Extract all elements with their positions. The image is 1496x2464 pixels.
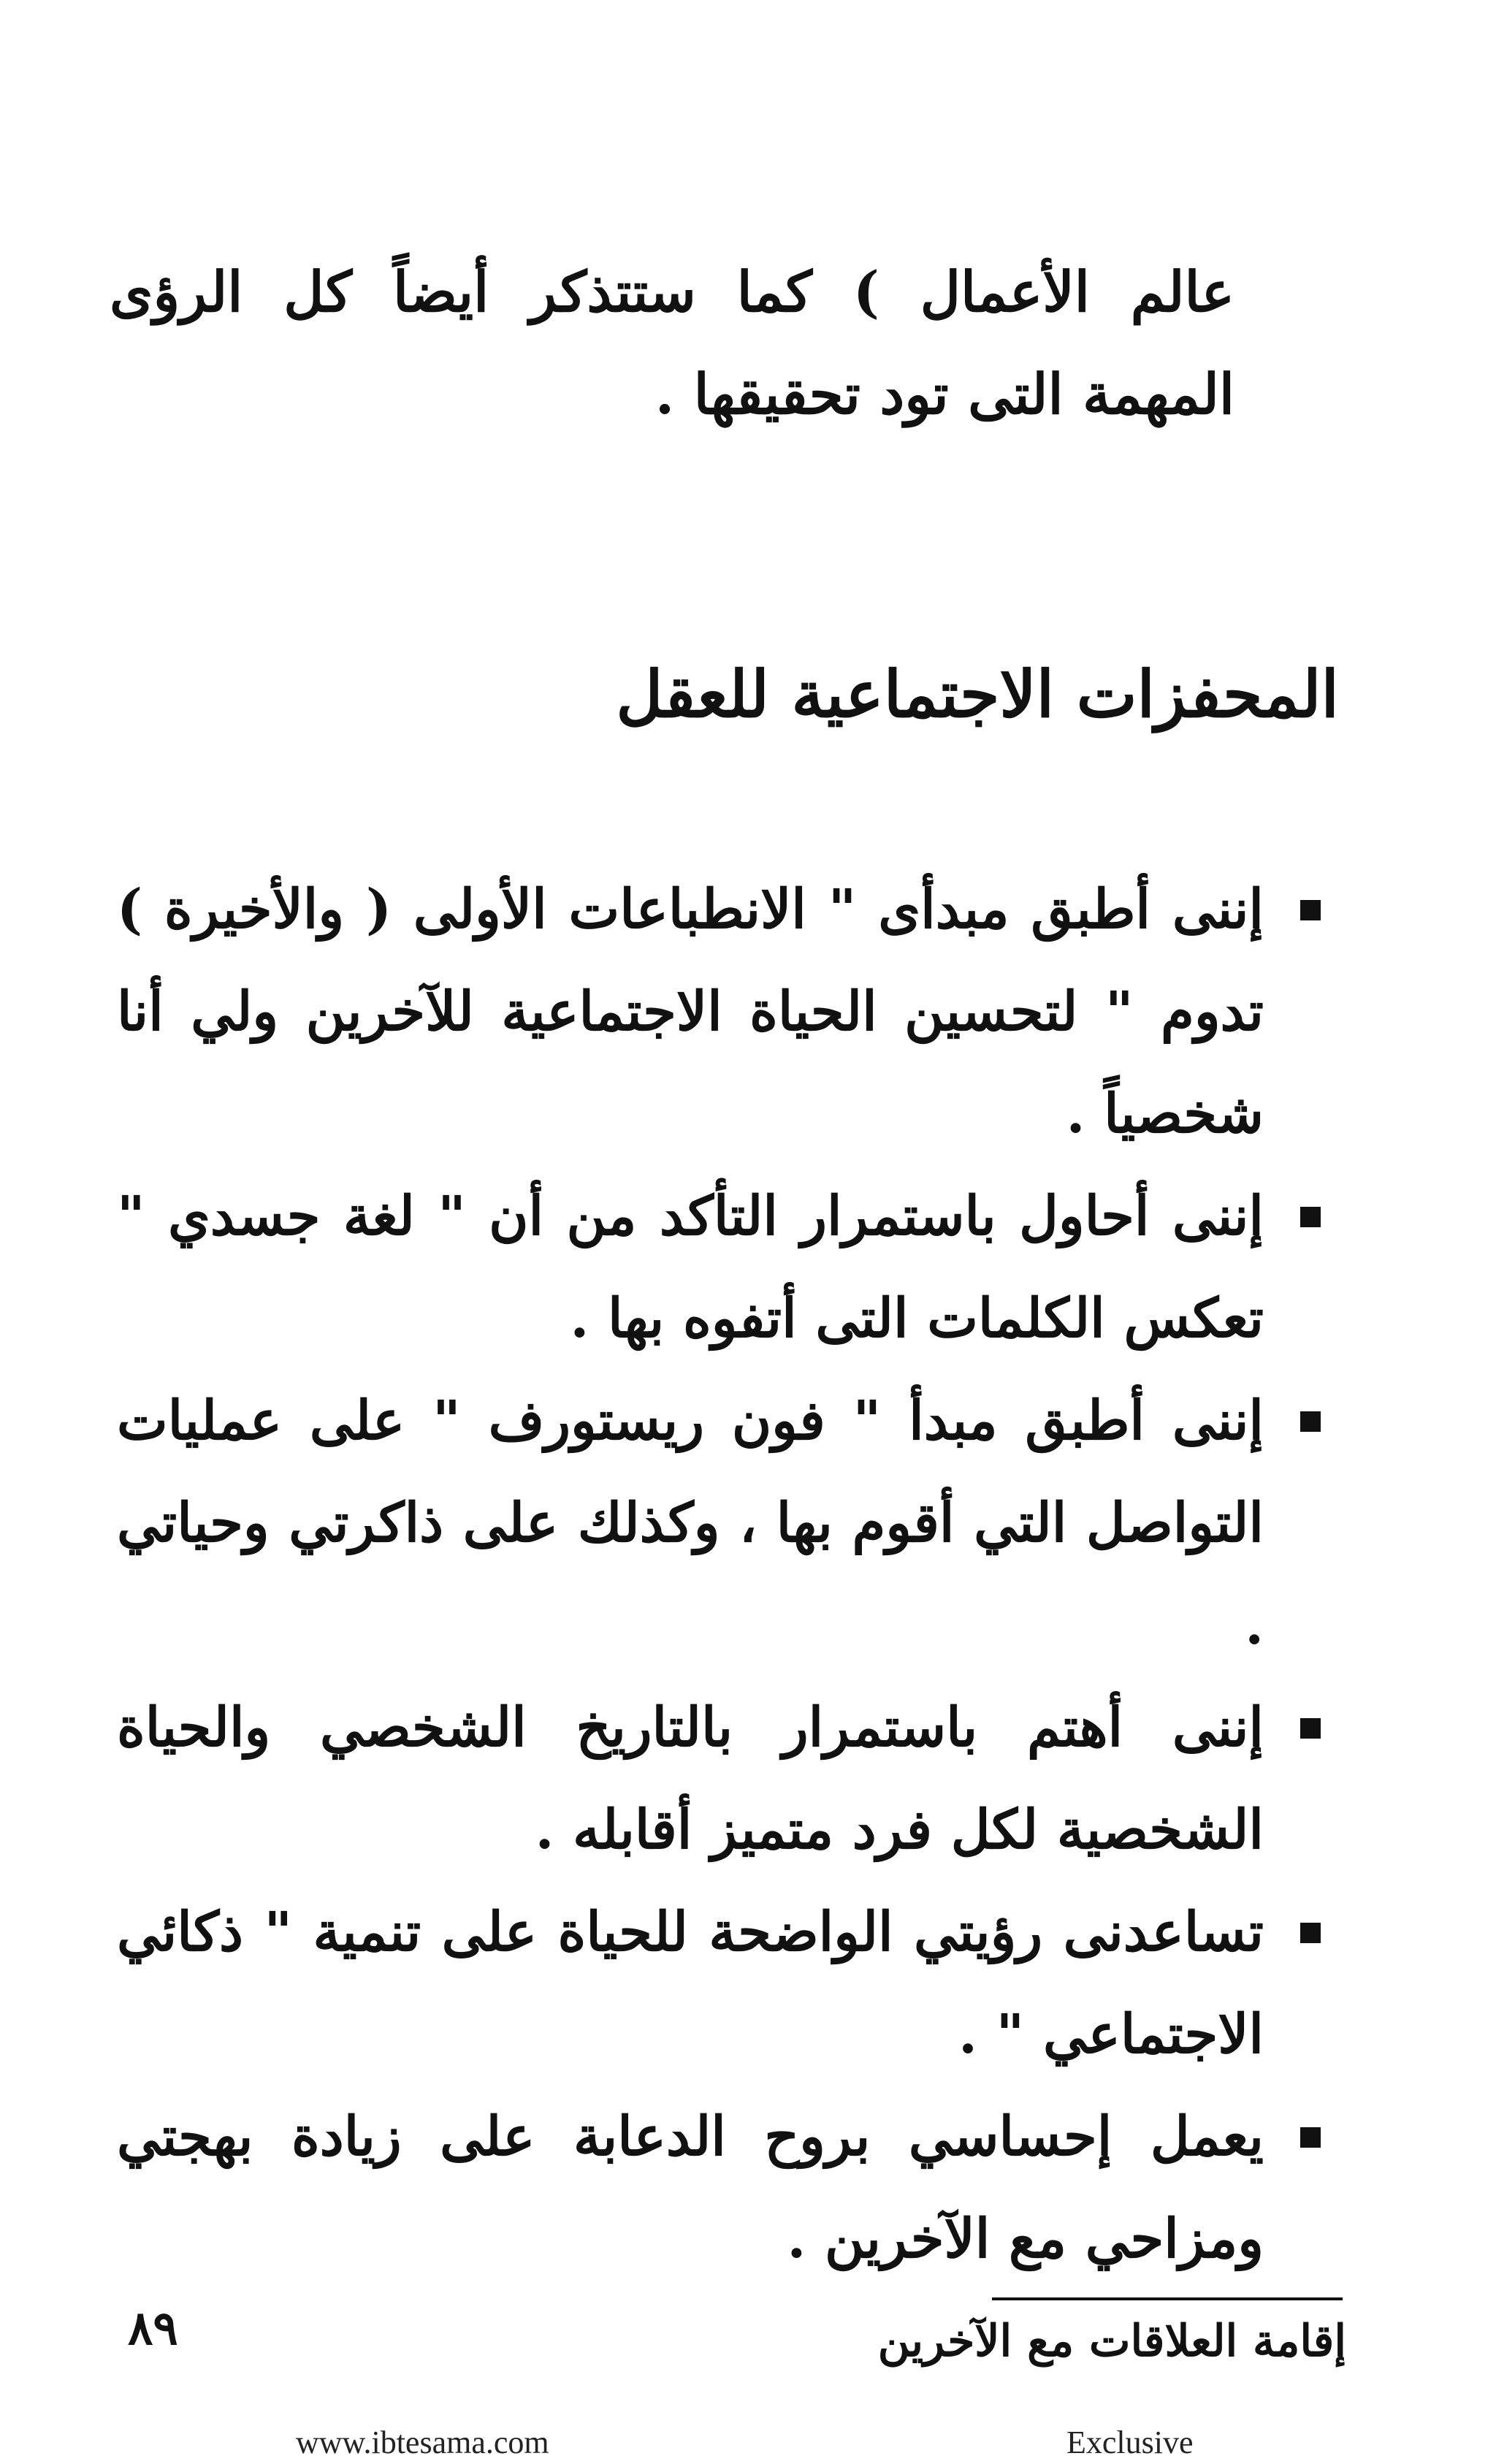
page-number: ٨٩ xyxy=(128,2301,178,2356)
list-item xyxy=(117,858,1337,1165)
list-item-text: إننى أطبق مبدأ " فون ريستورف " على عمليات التواصل التي أقوم بها ، وكذلك على ذاكرتي وحياتي . xyxy=(117,1389,1264,1657)
square-bullet-icon xyxy=(1300,2127,1321,2148)
square-bullet-icon xyxy=(1300,1207,1321,1227)
list-item xyxy=(117,1677,1337,1881)
watermark-url: www.ibtesama.com xyxy=(296,2425,549,2460)
square-bullet-icon xyxy=(1300,1411,1321,1432)
intro-paragraph: عالم الأعمال ) كما ستتذكر أيضاً كل الرؤى المهمة التى تود تحقيقها . xyxy=(110,259,1234,427)
list-item xyxy=(117,1881,1337,2086)
bullet-list xyxy=(117,858,1337,2290)
running-footer-title: إقامة العلاقات مع الآخرين xyxy=(877,2316,1346,2367)
square-bullet-icon xyxy=(1300,900,1321,920)
square-bullet-icon xyxy=(1300,1718,1321,1739)
list-item-text: يعمل إحساسي بروح الدعابة على زيادة بهجتي ومزاحي مع الآخرين . xyxy=(117,2105,1264,2270)
watermark-label: Exclusive xyxy=(1066,2425,1194,2460)
list-item-text: إننى أحاول باستمرار التأكد من أن " لغة جسدي " تعكس الكلمات التى أتفوه بها . xyxy=(117,1185,1264,1350)
list-item xyxy=(117,2086,1337,2290)
list-item-text: إننى أهتم باستمرار بالتاريخ الشخصي والحياة الشخصية لكل فرد متميز أقابله . xyxy=(117,1696,1264,1861)
list-item xyxy=(117,1165,1337,1370)
list-item xyxy=(117,1370,1337,1677)
section-heading: المحفزات الاجتماعية للعقل xyxy=(616,656,1339,732)
list-item-text: إننى أطبق مبدأى " الانطباعات الأولى ( والأخيرة ) تدوم " لتحسين الحياة الاجتماعية للآخرين ولي أنا شخصياً . xyxy=(117,878,1264,1145)
square-bullet-icon xyxy=(1300,1923,1321,1943)
list-item-text: تساعدنى رؤيتي الواضحة للحياة على تنمية " ذكائي الاجتماعي " . xyxy=(117,1901,1264,2066)
footer-divider xyxy=(992,2297,1343,2300)
